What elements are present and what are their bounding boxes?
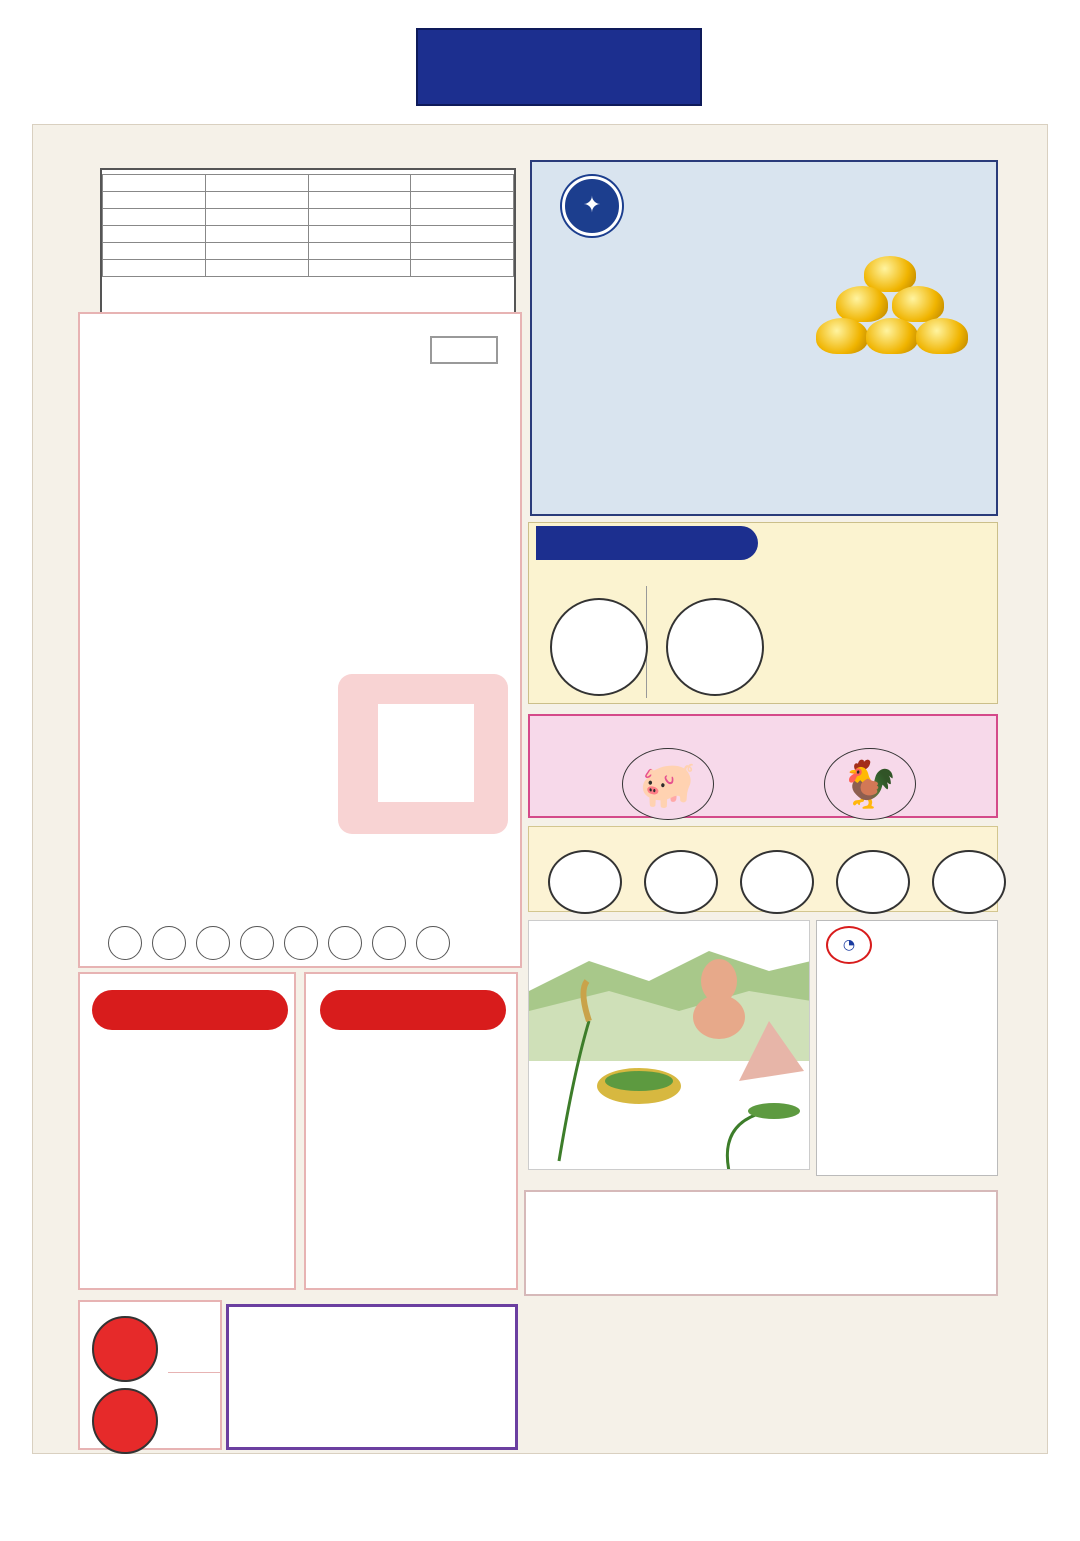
faucet-icon: ◔ <box>826 926 872 964</box>
number-ball <box>284 926 318 960</box>
lucky-zodiac-panel <box>528 714 998 818</box>
number-ball <box>372 926 406 960</box>
pig-icon: 🐖 <box>622 748 714 820</box>
number-ball <box>328 926 362 960</box>
gate-table <box>102 174 514 277</box>
stats-number <box>92 1316 158 1382</box>
secret-picture-inner <box>378 704 474 802</box>
table-row <box>103 226 514 243</box>
gate-cell <box>411 243 514 260</box>
border-strip-left <box>36 150 60 1446</box>
jockey-club-emblem-icon: ✦ <box>562 176 622 236</box>
treasure-map-panel <box>528 920 810 1170</box>
divider <box>168 1372 220 1373</box>
number-ball <box>152 926 186 960</box>
gate-col-header <box>411 175 514 192</box>
imperial-calendar-panel <box>524 1190 998 1296</box>
lottery-balls <box>548 380 698 500</box>
rooster-icon: 🐓 <box>824 748 916 820</box>
gate-cell <box>411 192 514 209</box>
table-row <box>103 243 514 260</box>
number-ball <box>548 850 622 914</box>
special-pick <box>550 598 648 696</box>
gate-cell <box>411 260 514 277</box>
gate-cell <box>103 226 206 243</box>
number-ball <box>932 850 1006 914</box>
gate-cell <box>308 192 411 209</box>
number-ball <box>836 850 910 914</box>
number-ball <box>108 926 142 960</box>
gate-col-header <box>308 175 411 192</box>
gate-cell <box>205 260 308 277</box>
gate-cell <box>205 226 308 243</box>
gate-cell <box>308 209 411 226</box>
secret-picture <box>338 674 508 834</box>
gate-cell <box>103 260 206 277</box>
selected-numbers <box>108 926 450 960</box>
logo-banner <box>416 28 702 106</box>
gate-cell <box>308 226 411 243</box>
zodiac-poem-title <box>320 990 506 1030</box>
gate-cell <box>411 226 514 243</box>
border-strip-top <box>36 128 1044 150</box>
gate-col-header <box>103 175 206 192</box>
table-row <box>103 260 514 277</box>
number-ball <box>416 926 450 960</box>
gold-tip-panel <box>226 1304 518 1450</box>
featured-numbers <box>548 850 1006 914</box>
secret-tag <box>430 336 498 364</box>
number-ball <box>240 926 274 960</box>
table-row <box>103 209 514 226</box>
special-card-title <box>92 990 288 1030</box>
gate-cell <box>411 209 514 226</box>
table-row <box>103 192 514 209</box>
gate-cell <box>103 192 206 209</box>
gate-cell <box>205 243 308 260</box>
stats-number <box>92 1388 158 1454</box>
gate-cell <box>103 243 206 260</box>
treasure-map-illustration <box>529 921 810 1170</box>
gate-cell <box>103 209 206 226</box>
gold-ingot-icon <box>816 256 966 376</box>
gate-cell <box>308 243 411 260</box>
gate-cell <box>308 260 411 277</box>
gate-table-panel <box>100 168 516 314</box>
border-strip-right <box>1020 150 1044 1446</box>
number-ball <box>196 926 230 960</box>
number-ball <box>740 850 814 914</box>
gate-cell <box>205 192 308 209</box>
today-special-title <box>536 526 758 560</box>
gate-col-header <box>205 175 308 192</box>
special-pick <box>666 598 764 696</box>
gate-cell <box>205 209 308 226</box>
number-ball <box>644 850 718 914</box>
meeting-panel <box>78 312 522 968</box>
